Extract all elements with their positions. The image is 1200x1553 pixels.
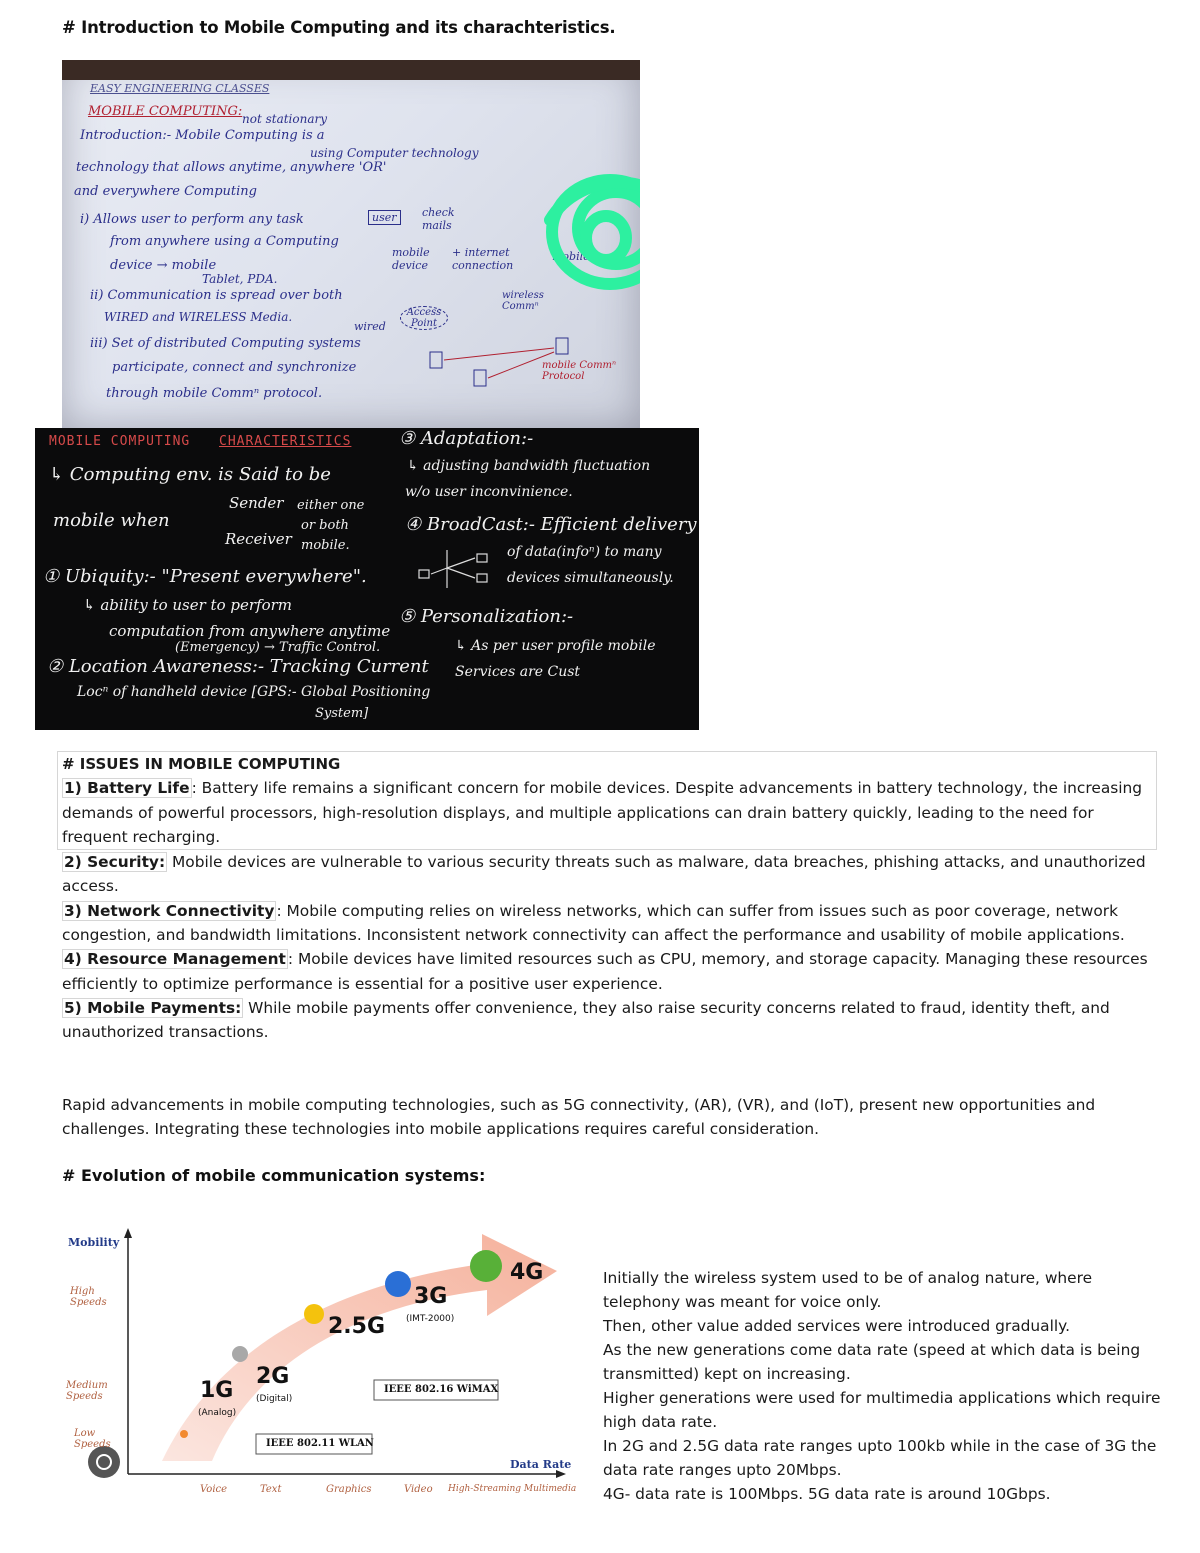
issue-text: While mobile payments offer convenience, they also raise security concerns related to fraud, identity theft, and unauthorized transactions. — [62, 998, 1110, 1042]
evolution-heading: # Evolution of mobile communication systems: — [62, 1166, 486, 1185]
chalk-line: ↳ Computing env. is Said to be — [49, 464, 331, 485]
chalk-or-both: or both — [301, 518, 349, 533]
y-tick-medium: Medium Speeds — [66, 1380, 108, 1402]
gen-3g-dot — [385, 1271, 411, 1297]
notes-line: Tablet, PDA. — [202, 272, 278, 286]
issue-item — [57, 947, 1157, 996]
notes-heading: MOBILE COMPUTING: — [88, 104, 243, 119]
chalk-line: w/o user inconvinience. — [405, 484, 573, 500]
broadcast-sketch — [407, 548, 497, 594]
chalk-line: ↳ adjusting bandwidth fluctuation — [407, 458, 651, 474]
chalk-mobile: mobile. — [301, 538, 350, 553]
notes-internet: + internet connection — [452, 246, 514, 272]
notes-line: and everywhere Computing — [74, 184, 257, 199]
x-tick-video: Video — [404, 1484, 433, 1495]
x-axis-arrowhead — [556, 1470, 566, 1478]
gen-1g-dot — [180, 1430, 188, 1438]
gen-3g-sub: (IMT-2000) — [406, 1314, 455, 1324]
notes-line: WIRED and WIRELESS Media. — [104, 310, 293, 324]
issue-text: : Mobile computing relies on wireless networks, which can suffer from issues such as poor coverage, network congestion, and bandwidth limitations. Inconsistent network connectivity can affect the performance and usability of mobile applications. — [62, 901, 1125, 945]
wimax-label: IEEE 802.16 WiMAX — [384, 1384, 499, 1395]
notes-access-point: Access Point — [400, 306, 448, 330]
gen-25g-label: 2.5G — [328, 1314, 386, 1339]
notes-check-mails: check mails — [422, 206, 455, 232]
gen-2g-label: 2G — [256, 1364, 290, 1389]
gen-1g-sub: (Analog) — [198, 1408, 237, 1418]
gen-25g-dot — [304, 1304, 324, 1324]
chalk-line: of data(infoⁿ) to many — [507, 544, 662, 560]
y-axis-arrowhead — [124, 1228, 132, 1238]
x-tick-multimedia: High-Streaming Multimedia — [448, 1484, 577, 1494]
chalk-line: devices simultaneously. — [507, 570, 674, 586]
notes-mobile-protocol: mobile Commⁿ Protocol — [542, 360, 617, 382]
issues-heading: # ISSUES IN MOBILE COMPUTING — [62, 755, 341, 773]
x-axis-label: Data Rate — [510, 1458, 572, 1471]
evolution-note: In 2G and 2.5G data rate ranges upto 100kb while in the case of 3G the data rate ranges upto 20Mbps. — [603, 1437, 1157, 1479]
notes-wireless: wireless Commⁿ — [502, 290, 544, 312]
notes-user-box: user — [368, 210, 401, 225]
notes-mobile: mobile — [552, 250, 590, 263]
chalk-line: ↳ As per user profile mobile — [455, 638, 656, 654]
notes-line: from anywhere using a Computing — [110, 234, 339, 249]
issue-item — [57, 899, 1157, 948]
issue-text: : Battery life remains a significant concern for mobile devices. Despite advancements in battery technology, the increasing demands of powerful processors, high-resolution displays, and multiple applications can drain battery quickly, leading to the need for frequent recharging. — [62, 779, 1143, 846]
chalk-line: computation from anywhere anytime — [109, 622, 391, 640]
notes-line: using Computer technology — [310, 146, 479, 160]
rapid-advancements-paragraph: Rapid advancements in mobile computing technologies, such as 5G connectivity, (AR), (VR), and (IoT), present new opportunities and challenges. Integrating these technologies into mobile applications requires careful consideration. — [62, 1096, 1096, 1139]
photo-top-edge — [62, 60, 640, 80]
evolution-note: 4G- data rate is 100Mbps. 5G data rate is around 10Gbps. — [603, 1485, 1051, 1503]
y-tick-low: Low Speeds — [74, 1428, 111, 1450]
issue-item — [57, 996, 1157, 1045]
x-tick-text: Text — [260, 1484, 282, 1495]
x-tick-voice: Voice — [200, 1484, 228, 1495]
issue-label: 5) Mobile Payments: — [64, 998, 242, 1017]
chalk-personalization: ⑤ Personalization:- — [399, 606, 574, 627]
issue-text: Mobile devices are vulnerable to various security threats such as malware, data breaches, phishing attacks, and unauthorized access. — [62, 853, 1146, 896]
chalk-adaptation: ③ Adaptation:- — [399, 428, 534, 449]
evolution-note: Initially the wireless system used to be of analog nature, where telephony was meant for voice only. — [603, 1269, 1093, 1311]
notes-not-stationary: not stationary — [242, 112, 328, 126]
issue-label: 3) Network Connectivity — [64, 901, 275, 920]
issue-text: : Mobile devices have limited resources such as CPU, memory, and storage capacity. Managing these resources efficiently to optimize performance is essential for a positive user experience. — [62, 950, 1148, 993]
issue-item — [62, 776, 1152, 849]
issue-label: 2) Security: — [64, 853, 166, 872]
chalk-ubiquity: ① Ubiquity:- "Present everywhere". — [43, 566, 367, 587]
chalk-line: System] — [315, 706, 369, 721]
chalk-location: ② Location Awareness:- Tracking Current — [47, 656, 429, 677]
x-tick-graphics: Graphics — [326, 1484, 372, 1495]
notes-line: through mobile Commⁿ protocol. — [106, 386, 323, 401]
lens-icon — [88, 1446, 120, 1478]
notes-wired: wired — [354, 320, 386, 333]
chalk-broadcast: ④ BroadCast:- Efficient delivery — [405, 514, 697, 535]
issue-label: 1) Battery Life — [64, 779, 190, 798]
notes-line: ii) Communication is spread over both — [90, 288, 343, 303]
gen-1g-label: 1G — [200, 1378, 234, 1403]
chalk-line: Services are Cust — [455, 664, 581, 680]
evolution-note: Then, other value added services were introduced gradually. — [603, 1317, 1070, 1335]
chalk-line: mobile when — [53, 510, 170, 531]
notes-line: device → mobile — [110, 258, 217, 273]
evolution-note: As the new generations come data rate (speed at which data is being transmitted) kept on increasing. — [603, 1341, 1141, 1383]
notes-line: iii) Set of distributed Computing systems — [90, 336, 361, 351]
notes-line: Introduction:- Mobile Computing is a — [80, 128, 325, 143]
chalk-receiver: Receiver — [225, 530, 292, 548]
notes-line: i) Allows user to perform any task — [80, 212, 304, 227]
whiteboard-notes-image — [62, 60, 640, 428]
chalk-sender: Sender — [229, 494, 284, 512]
notes-header: EASY ENGINEERING CLASSES — [90, 82, 270, 95]
issue-item — [57, 850, 1157, 899]
notes-line: participate, connect and synchronize — [112, 360, 357, 375]
notes-line: technology that allows anytime, anywhere 'OR' — [76, 160, 387, 175]
y-tick-high: High Speeds — [70, 1286, 107, 1308]
chalk-either: either one — [297, 498, 365, 513]
green-scribble — [540, 160, 640, 300]
notes-diagram-lines — [422, 330, 582, 410]
gen-4g-dot — [470, 1250, 502, 1282]
notes-mobile-device: mobile device — [392, 246, 430, 272]
chalk-line: Locⁿ of handheld device [GPS:- Global Positioning — [77, 684, 431, 700]
evolution-notes — [603, 1266, 1163, 1506]
gen-4g-label: 4G — [510, 1260, 544, 1285]
gen-3g-label: 3G — [414, 1284, 448, 1309]
evolution-note: Higher generations were used for multimedia applications which require high data rate. — [603, 1389, 1161, 1431]
blackboard-notes-image — [35, 428, 699, 730]
gen-2g-dot — [232, 1346, 248, 1362]
chalk-heading-left: MOBILE COMPUTING — [49, 434, 191, 449]
chalk-line: ↳ ability to user to perform — [83, 596, 292, 614]
issue-label: 4) Resource Management — [64, 950, 286, 969]
issues-box — [57, 751, 1157, 850]
gen-2g-sub: (Digital) — [256, 1394, 293, 1404]
y-axis-label: Mobility — [68, 1236, 120, 1249]
issues-section — [57, 751, 1157, 1045]
evolution-figure — [62, 1206, 592, 1511]
wlan-label: IEEE 802.11 WLAN — [266, 1438, 374, 1449]
chalk-line: (Emergency) → Traffic Control. — [175, 640, 381, 655]
chalk-heading-right: CHARACTERISTICS — [219, 434, 352, 449]
page-title: # Introduction to Mobile Computing and its charachteristics. — [62, 18, 616, 37]
